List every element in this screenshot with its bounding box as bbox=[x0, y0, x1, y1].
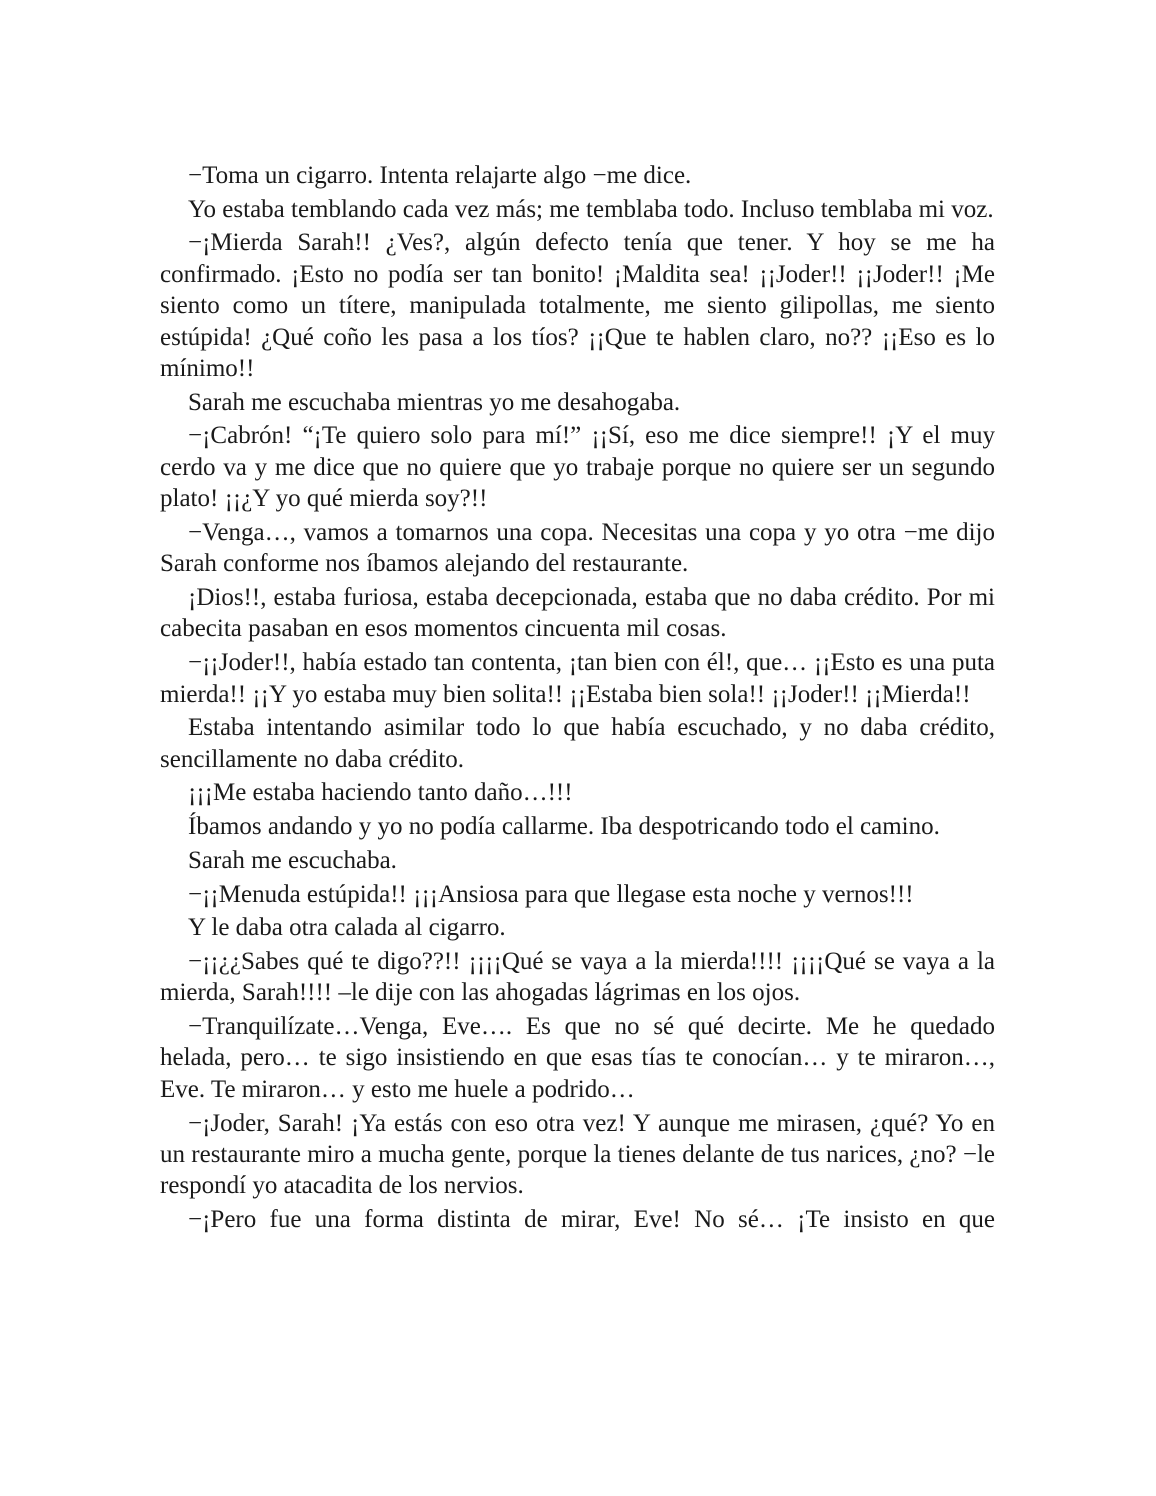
paragraph: −¡Joder, Sarah! ¡Ya estás con eso otra vez! Y aunque me mirasen, ¿qué? Yo en un restaurante miro a mucha gente, porque la tienes delante de tus narices, ¿no? −le respondí yo atacadita de los nervios. bbox=[160, 1109, 995, 1200]
paragraph: −¡¡Menuda estúpida!! ¡¡¡Ansiosa para que llegase esta noche y vernos!!! bbox=[188, 880, 914, 908]
paragraph: −Venga…, vamos a tomarnos una copa. Necesitas una copa y yo otra −me dijo Sarah conforme nos íbamos alejando del restaurante. bbox=[160, 518, 995, 578]
paragraph: Íbamos andando y yo no podía callarme. Iba despotricando todo el camino. bbox=[188, 813, 940, 841]
paragraph: −¡¡¿¿Sabes qué te digo??!! ¡¡¡¡Qué se vaya a la mierda!!!! ¡¡¡¡Qué se vaya a la mierda, Sarah!!!! –le dije con las ahogadas lágrimas en los ojos. bbox=[160, 947, 995, 1007]
paragraph: −¡Cabrón! “¡Te quiero solo para mí!” ¡¡Sí, eso me dice siempre!! ¡Y el muy cerdo va y me dice que no quiere que yo trabaje porque no quiere ser un segundo plato! ¡¡¿Y yo qué mierda soy?!! bbox=[160, 422, 995, 513]
body-text bbox=[160, 160, 995, 1238]
paragraph: Y le daba otra calada al cigarro. bbox=[188, 914, 506, 942]
paragraph: Sarah me escuchaba mientras yo me desahogaba. bbox=[188, 388, 681, 416]
paragraph: −¡Pero fue una forma distinta de mirar, Eve! No sé… ¡Te insisto en que bbox=[188, 1206, 995, 1234]
paragraph: −Tranquilízate…Venga, Eve…. Es que no sé qué decirte. Me he quedado helada, pero… te sigo insistiendo en que esas tías te conocían… y te miraron…, Eve. Te miraron… y esto me huele a podrido… bbox=[160, 1013, 995, 1103]
paragraph: ¡¡¡Me estaba haciendo tanto daño…!!! bbox=[188, 779, 573, 807]
paragraph: −¡¡Joder!!, había estado tan contenta, ¡tan bien con él!, que… ¡¡Esto es una puta mierda!! ¡¡Y yo estaba muy bien solita!! ¡¡Estaba bien sola!! ¡¡Joder!! ¡¡Mierda!! bbox=[160, 649, 995, 708]
paragraph: Sarah me escuchaba. bbox=[188, 846, 397, 874]
paragraph: −Toma un cigarro. Intenta relajarte algo −me dice. bbox=[188, 162, 692, 189]
paragraph: Estaba intentando asimilar todo lo que había escuchado, y no daba crédito, sencillamente no daba crédito. bbox=[160, 714, 995, 773]
paragraph: ¡Dios!!, estaba furiosa, estaba decepcionada, estaba que no daba crédito. Por mi cabecita pasaban en esos momentos cincuenta mil cosas. bbox=[160, 584, 995, 643]
paragraph: −¡Mierda Sarah!! ¿Ves?, algún defecto tenía que tener. Y hoy se me ha confirmado. ¡Esto no podía ser tan bonito! ¡Maldita sea! ¡¡Joder!! ¡¡Joder!! ¡Me siento como un títere, manipulada totalmente, me siento gilipollas, me siento estúpida! ¿Qué coño les pasa a los tíos? ¡¡Que te hablen claro, no?? ¡¡Eso es lo mínimo!! bbox=[160, 229, 995, 383]
paragraph: Yo estaba temblando cada vez más; me temblaba todo. Incluso temblaba mi voz. bbox=[188, 195, 994, 223]
